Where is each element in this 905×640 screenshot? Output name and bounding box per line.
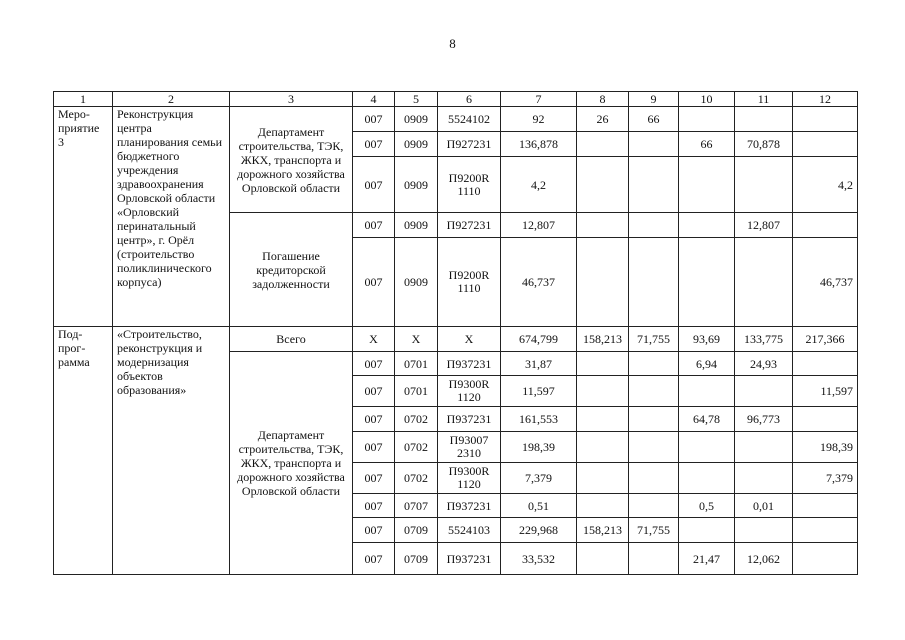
- debt-repayment-label: Погашение кредиторской задолженности: [230, 213, 353, 327]
- cell: [629, 376, 679, 407]
- activity-name-line: Меро-: [58, 107, 90, 121]
- cell: [577, 463, 629, 494]
- cell: П937231: [438, 494, 501, 518]
- cell: 12,062: [735, 543, 793, 575]
- cell: 93,69: [679, 327, 735, 352]
- cell: [793, 543, 858, 575]
- cell: [577, 213, 629, 238]
- cell: 007: [353, 376, 395, 407]
- cell: 0909: [395, 157, 438, 213]
- cell: 66: [679, 132, 735, 157]
- column-header: 5: [395, 92, 438, 107]
- cell: [793, 518, 858, 543]
- cell: 71,755: [629, 518, 679, 543]
- cell: П9200R 1110: [438, 238, 501, 327]
- cell: [577, 352, 629, 376]
- column-header: 3: [230, 92, 353, 107]
- cell: [793, 407, 858, 432]
- cell: 6,94: [679, 352, 735, 376]
- cell: 7,379: [501, 463, 577, 494]
- cell: 64,78: [679, 407, 735, 432]
- cell: 007: [353, 494, 395, 518]
- cell: 007: [353, 407, 395, 432]
- cell: П9200R 1110: [438, 157, 501, 213]
- cell: 0702: [395, 432, 438, 463]
- cell: 0702: [395, 463, 438, 494]
- cell: [629, 407, 679, 432]
- cell: 198,39: [793, 432, 858, 463]
- cell: 007: [353, 157, 395, 213]
- cell: П9300R 1120: [438, 376, 501, 407]
- cell: 5524103: [438, 518, 501, 543]
- cell: [577, 432, 629, 463]
- cell: 0702: [395, 407, 438, 432]
- cell: 0909: [395, 132, 438, 157]
- cell: [577, 494, 629, 518]
- cell: П937231: [438, 543, 501, 575]
- cell: [679, 157, 735, 213]
- column-header: 8: [577, 92, 629, 107]
- cell: [735, 107, 793, 132]
- column-header: 1: [54, 92, 113, 107]
- cell: [679, 376, 735, 407]
- cell: [793, 132, 858, 157]
- cell: 0909: [395, 213, 438, 238]
- cell: 0701: [395, 352, 438, 376]
- cell: [629, 238, 679, 327]
- cell: [577, 543, 629, 575]
- cell: [735, 376, 793, 407]
- cell: [735, 238, 793, 327]
- column-header: 11: [735, 92, 793, 107]
- cell: 11,597: [501, 376, 577, 407]
- cell: [577, 157, 629, 213]
- column-header: 2: [113, 92, 230, 107]
- cell: 66: [629, 107, 679, 132]
- budget-table: [53, 91, 858, 575]
- cell: [577, 407, 629, 432]
- subprogram-department: Департамент строительства, ТЭК, ЖКХ, транспорта и дорожного хозяйства Орловской области: [230, 352, 353, 575]
- cell: П937231: [438, 407, 501, 432]
- cell: 0707: [395, 494, 438, 518]
- subprogram-name-line: Под-: [58, 327, 83, 341]
- cell: [793, 213, 858, 238]
- cell: 46,737: [501, 238, 577, 327]
- cell: [679, 107, 735, 132]
- subprogram-name-line: прог-: [58, 341, 86, 355]
- cell: [629, 213, 679, 238]
- cell: [629, 432, 679, 463]
- cell: 161,553: [501, 407, 577, 432]
- total-row: [54, 327, 858, 352]
- cell: [629, 543, 679, 575]
- page-number: 8: [449, 36, 456, 51]
- cell: 674,799: [501, 327, 577, 352]
- cell: 4,2: [501, 157, 577, 213]
- cell: 007: [353, 213, 395, 238]
- cell: 007: [353, 432, 395, 463]
- cell: [679, 432, 735, 463]
- cell: 136,878: [501, 132, 577, 157]
- cell: [793, 107, 858, 132]
- cell: 21,47: [679, 543, 735, 575]
- subprogram-name-line: рамма: [58, 355, 90, 369]
- cell: [679, 238, 735, 327]
- column-header: 7: [501, 92, 577, 107]
- cell: 92: [501, 107, 577, 132]
- cell: 7,379: [793, 463, 858, 494]
- cell: 12,807: [735, 213, 793, 238]
- column-header: 6: [438, 92, 501, 107]
- cell: 0,5: [679, 494, 735, 518]
- cell: 229,968: [501, 518, 577, 543]
- activity-description: Реконструкция центра планирования семьи бюджетного учреждения здравоохранения Орловской области «Орловский перинатальный центр», г. Орёл (строительство поликлинического корпуса): [113, 107, 230, 327]
- cell: 24,93: [735, 352, 793, 376]
- subprogram-name: [54, 327, 113, 575]
- cell: Х: [438, 327, 501, 352]
- cell: [629, 352, 679, 376]
- cell: [793, 352, 858, 376]
- cell: [735, 463, 793, 494]
- cell: [629, 132, 679, 157]
- cell: П9300R 1120: [438, 463, 501, 494]
- cell: 007: [353, 107, 395, 132]
- cell: 0909: [395, 238, 438, 327]
- table-row: [54, 107, 858, 132]
- cell: П927231: [438, 132, 501, 157]
- cell: 11,597: [793, 376, 858, 407]
- cell: 4,2: [793, 157, 858, 213]
- cell: [577, 132, 629, 157]
- cell: 31,87: [501, 352, 577, 376]
- cell: 158,213: [577, 518, 629, 543]
- column-header: 4: [353, 92, 395, 107]
- cell: [735, 518, 793, 543]
- cell: 71,755: [629, 327, 679, 352]
- subprogram-description: «Строительство, реконструкция и модернизация объектов образования»: [113, 327, 230, 575]
- cell: 0701: [395, 376, 438, 407]
- cell: 12,807: [501, 213, 577, 238]
- cell: 33,532: [501, 543, 577, 575]
- activity-department: Департамент строительства, ТЭК, ЖКХ, транспорта и дорожного хозяйства Орловской области: [230, 107, 353, 213]
- cell: [679, 213, 735, 238]
- column-numbers-row: [54, 92, 858, 107]
- activity-name: [54, 107, 113, 327]
- cell: 0909: [395, 107, 438, 132]
- total-label: Всего: [230, 327, 353, 352]
- cell: [629, 463, 679, 494]
- cell: 96,773: [735, 407, 793, 432]
- cell: 007: [353, 518, 395, 543]
- cell: 007: [353, 463, 395, 494]
- cell: 0709: [395, 543, 438, 575]
- column-header: 12: [793, 92, 858, 107]
- cell: 217,366: [793, 327, 858, 352]
- cell: 007: [353, 543, 395, 575]
- cell: 5524102: [438, 107, 501, 132]
- cell: 007: [353, 352, 395, 376]
- cell: 0,51: [501, 494, 577, 518]
- cell: Х: [353, 327, 395, 352]
- column-header: 9: [629, 92, 679, 107]
- cell: [577, 376, 629, 407]
- cell: 133,775: [735, 327, 793, 352]
- cell: [679, 463, 735, 494]
- cell: [793, 494, 858, 518]
- cell: [679, 518, 735, 543]
- cell: [629, 157, 679, 213]
- cell: [735, 157, 793, 213]
- cell: 158,213: [577, 327, 629, 352]
- cell: 007: [353, 132, 395, 157]
- cell: 0,01: [735, 494, 793, 518]
- cell: [577, 238, 629, 327]
- cell: Х: [395, 327, 438, 352]
- cell: П937231: [438, 352, 501, 376]
- cell: [735, 432, 793, 463]
- activity-name-line: 3: [58, 135, 64, 149]
- cell: 0709: [395, 518, 438, 543]
- cell: 198,39: [501, 432, 577, 463]
- column-header: 10: [679, 92, 735, 107]
- cell: 46,737: [793, 238, 858, 327]
- cell: 26: [577, 107, 629, 132]
- cell: 007: [353, 238, 395, 327]
- activity-name-line: приятие: [58, 121, 100, 135]
- cell: П93007 2310: [438, 432, 501, 463]
- cell: 70,878: [735, 132, 793, 157]
- cell: П927231: [438, 213, 501, 238]
- cell: [629, 494, 679, 518]
